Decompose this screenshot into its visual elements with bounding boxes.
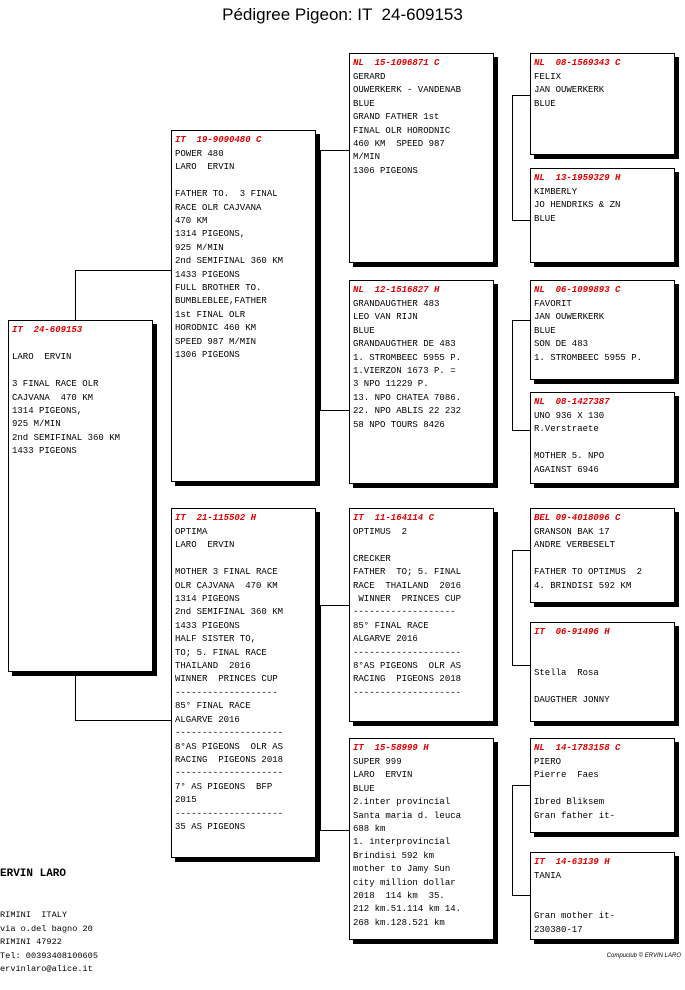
pigeon-info: PIERO Pierre Faes Ibred Bliksem Gran father it-: [534, 757, 616, 821]
connector-line: [512, 550, 513, 665]
connector-line: [512, 95, 513, 220]
pigeon-card-father-father[interactable]: [349, 53, 494, 263]
ring-number: NL 13-1959329 H: [534, 173, 621, 183]
pigeon-info: GRANDAUGTHER 483 LEO VAN RIJN BLUE GRANDAUGTHER DE 483 1. STROMBEEC 5955 P. 1.VIERZON 1673 P. = 3 NPO 11229 P. 13. NPO CHATEA 7086. 22. NPO ABLIS 22 232 58 NPO TOURS 8426: [353, 299, 462, 430]
connector-line: [512, 665, 530, 666]
pigeon-info: UNO 936 X 130 R.Verstraete MOTHER 5. NPO AGAINST 6946: [534, 411, 605, 475]
pigeon-card-mmf[interactable]: [530, 738, 675, 833]
pigeon-card-mmm[interactable]: [530, 852, 675, 940]
connector-line: [320, 150, 321, 410]
connector-line: [75, 720, 171, 721]
ring-number: IT 11-164114 C: [353, 513, 435, 523]
pigeon-card-mfm[interactable]: [530, 622, 675, 722]
pigeon-card-fmf[interactable]: [530, 280, 675, 380]
connector-line: [320, 605, 349, 606]
ring-number: IT 14-63139 H: [534, 857, 610, 867]
pigeon-card-mother-father[interactable]: [349, 508, 494, 722]
pigeon-card-father[interactable]: [171, 130, 316, 482]
connector-line: [512, 95, 530, 96]
pigeon-card-fmm[interactable]: [530, 392, 675, 484]
pigeon-info: GERARD OUWERKERK - VANDENAB BLUE GRAND FATHER 1st FINAL OLR HORODNIC 460 KM SPEED 987 M/MIN 1306 PIGEONS: [353, 72, 462, 176]
pigeon-info: OPTIMUS 2 CRECKER FATHER TO; 5. FINAL RACE THAILAND 2016 WINNER PRINCES CUP ------------------- 85° FINAL RACE ALGARVE 2016 -------------------- 8°AS PIGEONS OLR AS RACING PIGEONS 2018 --------------------: [353, 527, 462, 698]
ring-number: NL 06-1099893 C: [534, 285, 621, 295]
owner-info: [0, 840, 98, 990]
ring-number: NL 08-1427387: [534, 397, 610, 407]
owner-name: ERVIN LARO: [0, 868, 67, 880]
connector-line: [512, 220, 530, 221]
ring-number: IT 21-115502 H: [175, 513, 257, 523]
pigeon-info: OPTIMA LARO ERVIN MOTHER 3 FINAL RACE OLR CAJVANA 470 KM 1314 PIGEONS 2nd SEMIFINAL 360 KM 1433 PIGEONS HALF SISTER TO, TO; 5. FINAL RACE THAILAND 2016 WINNER PRINCES CUP ------------------- 85° FINAL RACE ALGARVE 2016 -------------------- 8°AS PIGEONS OLR AS RACING PIGEONS 2018 -------------------- 7° AS PIGEONS BFP 2015 -------------------- 35 AS PIGEONS: [175, 527, 284, 832]
pigeon-info: TANIA Gran mother it- 230380-17: [534, 871, 616, 935]
pigeon-card-ffm[interactable]: [530, 168, 675, 263]
ring-number: NL 15-1096871 C: [353, 58, 440, 68]
ring-number: NL 14-1783158 C: [534, 743, 621, 753]
pigeon-info: FELIX JAN OUWERKERK BLUE: [534, 72, 605, 109]
pigeon-card-mother-mother[interactable]: [349, 738, 494, 940]
pigeon-info: SUPER 999 LARO ERVIN BLUE 2.inter provincial Santa maria d. leuca 688 km 1. interprovincial Brindisi 592 km mother to Jamy Sun city million dollar 2018 114 km 35. 212 km.51.114 km 14. 268 km.128.521 km: [353, 757, 462, 928]
pigeon-card-mff[interactable]: [530, 508, 675, 603]
connector-line: [320, 150, 349, 151]
ring-number: IT 15-58999 H: [353, 743, 429, 753]
ring-number: NL 12-1516827 H: [353, 285, 440, 295]
connector-line: [512, 785, 530, 786]
pigeon-info: GRANSON BAK 17 ANDRE VERBESELT FATHER TO OPTIMUS 2 4. BRINDISI 592 KM: [534, 527, 643, 591]
connector-line: [75, 270, 171, 271]
connector-line: [320, 410, 349, 411]
pigeon-card-subject[interactable]: [8, 320, 153, 672]
page-title: Pédigree Pigeon: IT 24-609153: [222, 5, 463, 24]
ring-number: IT 19-9090480 C: [175, 135, 262, 145]
footer-credit: Compuclub © ERVIN LARO: [606, 953, 681, 959]
connector-line: [512, 895, 530, 896]
pigeon-info: FAVORIT JAN OUWERKERK BLUE SON DE 483 1. STROMBEEC 5955 P.: [534, 299, 643, 363]
connector-line: [512, 430, 530, 431]
connector-line: [320, 605, 321, 830]
ring-number: IT 24-609153: [12, 325, 83, 335]
connector-line: [512, 785, 513, 895]
pigeon-info: KIMBERLY JO HENDRIKS & ZN BLUE: [534, 187, 621, 224]
pigeon-info: POWER 480 LARO ERVIN FATHER TO. 3 FINAL RACE OLR CAJVANA 470 KM 1314 PIGEONS, 925 M/MIN 2nd SEMIFINAL 360 KM 1433 PIGEONS FULL BROTHER TO. BUMBLEBLEE,FATHER 1st FINAL OLR HORODNIC 460 KM SPEED 987 M/MIN 1306 PIGEONS: [175, 149, 284, 361]
connector-line: [512, 550, 530, 551]
connector-line: [512, 320, 513, 430]
pigeon-info: Stella Rosa DAUGTHER JONNY: [534, 667, 610, 705]
ring-number: BEL 09-4018096 C: [534, 513, 621, 523]
ring-number: IT 06-91496 H: [534, 627, 610, 637]
connector-line: [320, 830, 349, 831]
ring-number: NL 08-1569343 C: [534, 58, 621, 68]
connector-line: [512, 320, 530, 321]
owner-address: RIMINI ITALY via o.del bagno 20 RIMINI 47922 Tel: 00393408100605 ervinlaro@alice.it: [0, 910, 98, 974]
pigeon-info: LARO ERVIN 3 FINAL RACE OLR CAJVANA 470 KM 1314 PIGEONS, 925 M/MIN 2nd SEMIFINAL 360 KM 1433 PIGEONS: [12, 352, 121, 457]
pigeon-card-fff[interactable]: [530, 53, 675, 155]
pigeon-card-mother[interactable]: [171, 508, 316, 858]
pigeon-card-father-mother[interactable]: [349, 280, 494, 484]
